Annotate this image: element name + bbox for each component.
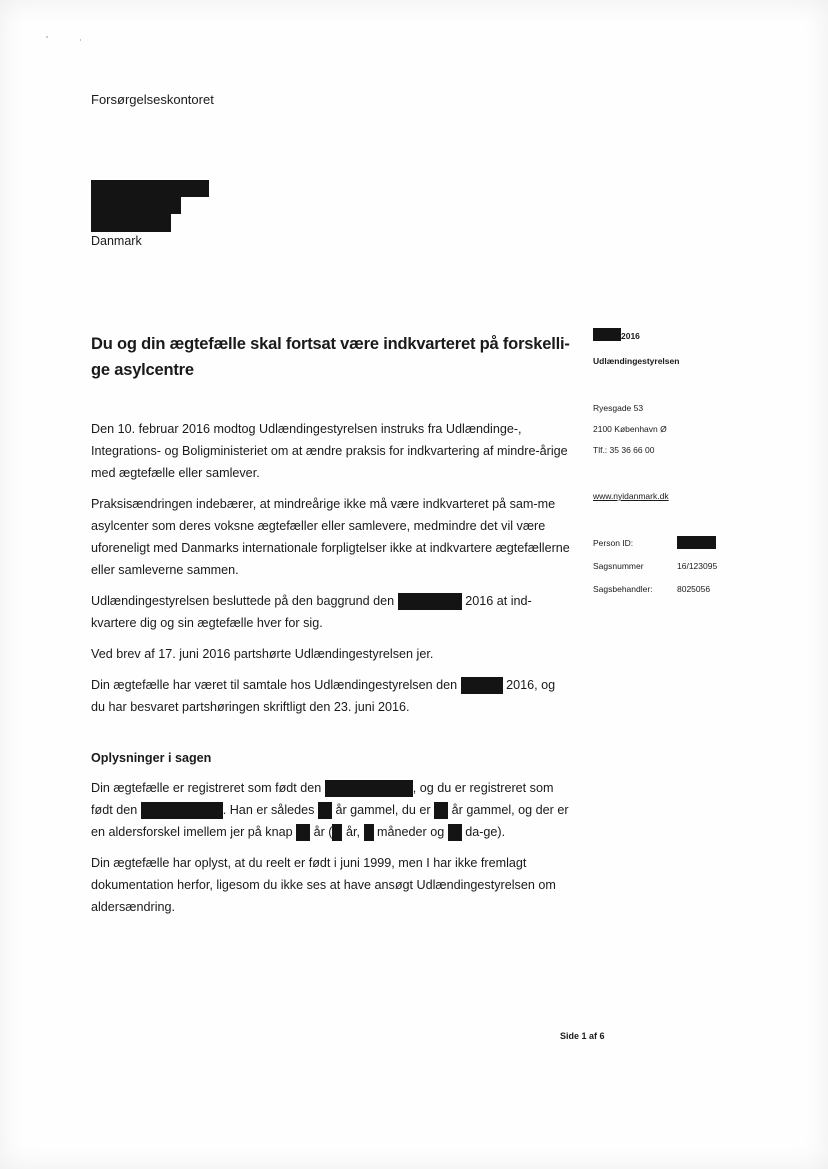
redacted-age-difference <box>296 824 310 841</box>
person-id-label: Person ID: <box>593 538 634 548</box>
redacted-age <box>318 802 332 819</box>
redacted-age <box>434 802 448 819</box>
paragraph-practice-change: Praksisændringen indebærer, at mindreårige ikke må være indkvarteret på sam-me asylcenter som deres voksne ægtefæller eller samlevere, medmindre det vil være uforeneligt med Danmarks internationale forpligtelser ikke at indkvartere ægtefællerne eller samleverne sammen. <box>91 497 570 577</box>
agency-name: Udlændingestyrelsen <box>593 356 680 366</box>
paragraph-decision: Udlændingestyrelsen besluttede på den baggrund den 2016 at ind-kvartere dig og sin ægtefælle hver for sig. <box>91 594 532 630</box>
agency-street: Ryesgade 53 <box>593 403 644 413</box>
agency-website-link[interactable]: www.nyidanmark.dk <box>593 491 669 501</box>
paragraph-birth-dates: Din ægtefælle er registreret som født den , og du er registreret som født den . Han er således år gammel, du er år gammel, og der er en aldersforskel imellem jer på knap år ( år, måneder og da-ge). <box>91 777 571 843</box>
paragraph-interview: Din ægtefælle har været til samtale hos Udlændingestyrelsen den 2016, og du har besvaret partshøringen skriftligt den 23. juni 2016. <box>91 678 556 714</box>
redacted-months <box>364 824 374 841</box>
paragraph-instruction: Den 10. februar 2016 modtog Udlændingestyrelsen instruks fra Udlændinge-, Integrations- og Boligministeriet om at ændre praksis for indkvartering af mindre-årige med ægtefælle eller samlever. <box>91 422 568 480</box>
redacted-days <box>448 824 462 841</box>
redacted-address-line-1 <box>91 180 209 197</box>
sender-office: Forsørgelseskontoret <box>91 92 214 107</box>
address-country: Danmark <box>91 234 142 248</box>
section-heading: Oplysninger i sagen <box>91 751 212 765</box>
agency-city: 2100 København Ø <box>593 424 667 434</box>
redacted-address-line-3 <box>91 213 171 232</box>
paragraph-claimed-birth: Din ægtefælle har oplyst, at du reelt er født i juni 1999, men I har ikke fremlagt dokumentation herfor, ligesom du ikke ses at have ansøgt Udlændingestyrelsen om aldersændring. <box>91 856 556 914</box>
redacted-date <box>398 593 462 610</box>
case-officer-label: Sagsbehandler: <box>593 584 653 594</box>
case-number-value: 16/123095 <box>677 561 718 571</box>
case-officer-value: 8025056 <box>677 584 711 594</box>
redacted-date <box>461 677 503 694</box>
redacted-address-line-2 <box>91 196 181 214</box>
scan-speck <box>80 39 81 41</box>
redacted-birth-date <box>141 802 223 819</box>
letter-date: 2016 <box>593 328 640 343</box>
letter-body <box>91 418 571 927</box>
agency-phone: Tlf.: 35 36 66 00 <box>593 445 655 455</box>
page-number: Side 1 af 6 <box>560 1031 605 1041</box>
redacted-date <box>593 328 621 341</box>
paragraph-hearing: Ved brev af 17. juni 2016 partshørte Udlændingestyrelsen jer. <box>91 647 434 661</box>
scan-speck <box>46 36 48 38</box>
letter-headline: Du og din ægtefælle skal fortsat være indkvarteret på forskelli-ge asylcentre <box>91 335 570 379</box>
redacted-person-id <box>677 536 716 549</box>
case-number-label: Sagsnummer <box>593 561 644 571</box>
redacted-birth-date <box>325 780 413 797</box>
redacted-years <box>332 824 342 841</box>
